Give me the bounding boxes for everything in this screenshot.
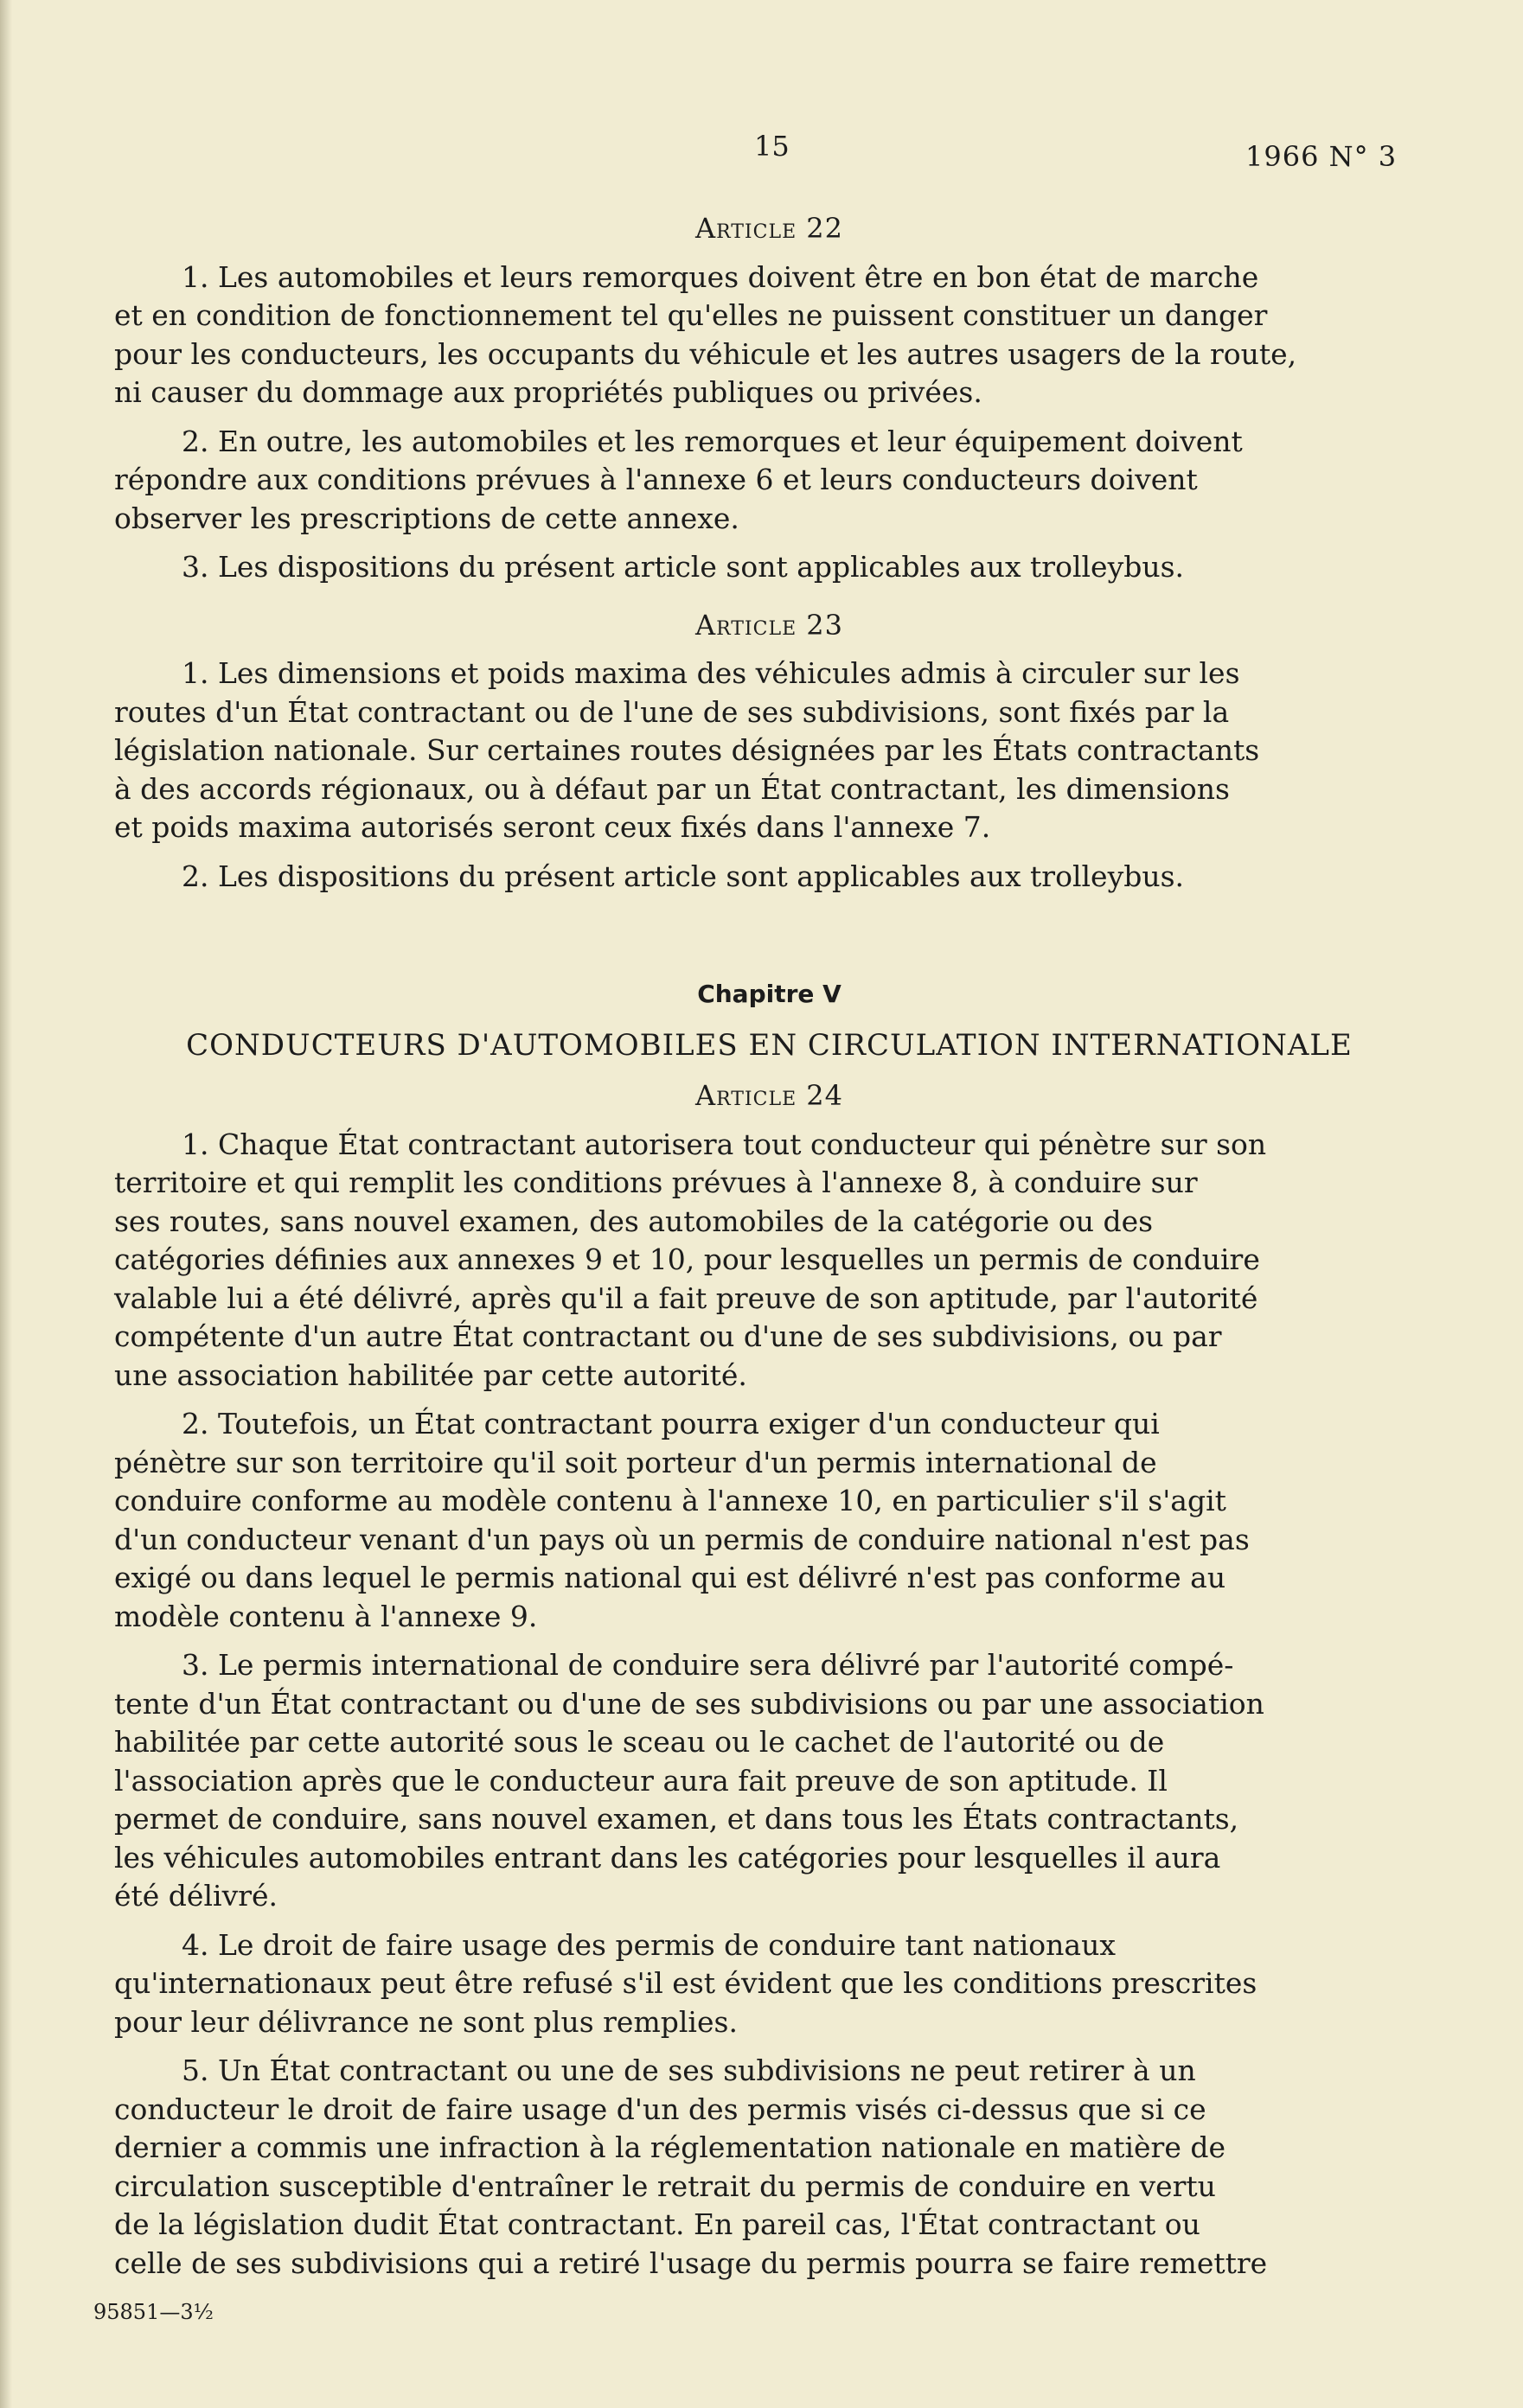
article-24-heading: Article 24: [694, 1079, 844, 1112]
binding-gutter: [0, 0, 12, 2408]
document-reference: 1966 N° 3: [1245, 140, 1398, 173]
article-24-paragraph-1: 1. Chaque État contractant autorisera tout conducteur qui pénètre sur son territoire et qui remplit les conditions prévues à l'annexe 8, à conduire sur ses routes, sans nouvel examen, des automobiles de la catégorie ou des catégories définies aux annexes 9 et 10, pour lesquelles un permis de conduire valable lui a été délivré, après qu'il a fait preuve de son aptitude, par l'autorité compétente d'un autre État contractant ou d'une de ses subdivisions, ou par une association habilitée par cette autorité.: [114, 1127, 1267, 1392]
article-22-heading: Article 22: [694, 212, 844, 245]
article-23-heading: Article 23: [694, 608, 844, 642]
chapter-label: Chapitre V: [697, 980, 841, 1008]
print-code: 95851—3½: [93, 2300, 214, 2324]
article-22-paragraph-1: 1. Les automobiles et leurs remorques doivent être en bon état de marche et en condition de fonctionnement tel qu'elles ne puissent constituer un danger pour les conducteurs, les occupants du véhicule et les autres usagers de la route, ni causer du dommage aux propriétés publiques ou privées.: [114, 259, 1297, 409]
article-24-paragraph-3: 3. Le permis international de conduire sera délivré par l'autorité compé- tente d'un État contractant ou d'une de ses subdivisions ou par une association habilitée par cette autorité sous le sceau ou le cachet de l'autorité ou de l'association après que le conducteur aura fait preuve de son aptitude. Il permet de conduire, sans nouvel examen, et dans tous les États contractants, les véhicules automobiles entrant dans les catégories pour lesquelles il aura été délivré.: [114, 1648, 1264, 1913]
article-24-paragraph-5: 5. Un État contractant ou une de ses subdivisions ne peut retirer à un conducteur le droit de faire usage d'un des permis visés ci-dessus que si ce dernier a commis une infraction à la réglementation nationale en matière de circulation susceptible d'entraîner le retrait du permis de conduire en vertu de la législation dudit État contractant. En pareil cas, l'État contractant ou celle de ses subdivisions qui a retiré l'usage du permis pourra se faire remettre: [114, 2054, 1268, 2280]
chapter-title: CONDUCTEURS D'AUTOMOBILES EN CIRCULATION INTERNATIONALE: [186, 1027, 1353, 1063]
document-body: [114, 197, 1424, 2283]
article-24-paragraph-2: 2. Toutefois, un État contractant pourra exiger d'un conducteur qui pénètre sur son territoire qu'il soit porteur d'un permis international de conduire conforme au modèle contenu à l'annexe 10, en particulier s'il s'agit d'un conducteur venant d'un pays où un permis de conduire national n'est pas exigé ou dans lequel le permis national qui est délivré n'est pas conforme au modèle contenu à l'annexe 9.: [114, 1407, 1250, 1633]
article-23-paragraph-2: 2. Les dispositions du présent article sont applicables aux trolleybus.: [182, 859, 1185, 893]
page-number: 15: [754, 130, 790, 163]
article-24-paragraph-4: 4. Le droit de faire usage des permis de conduire tant nationaux qu'internationaux peut être refusé s'il est évident que les conditions prescrites pour leur délivrance ne sont plus remplies.: [114, 1927, 1257, 2039]
article-22-paragraph-2: 2. En outre, les automobiles et les remorques et leur équipement doivent répondre aux conditions prévues à l'annexe 6 et leurs conducteurs doivent observer les prescriptions de cette annexe.: [114, 424, 1243, 535]
article-23-paragraph-1: 1. Les dimensions et poids maxima des véhicules admis à circuler sur les routes d'un État contractant ou de l'une de ses subdivisions, sont fixés par la législation nationale. Sur certaines routes désignées par les États contractants à des accords régionaux, ou à défaut par un État contractant, les dimensions et poids maxima autorisés seront ceux fixés dans l'annexe 7.: [114, 656, 1260, 844]
article-22-paragraph-3: 3. Les dispositions du présent article sont applicables aux trolleybus.: [182, 550, 1185, 584]
